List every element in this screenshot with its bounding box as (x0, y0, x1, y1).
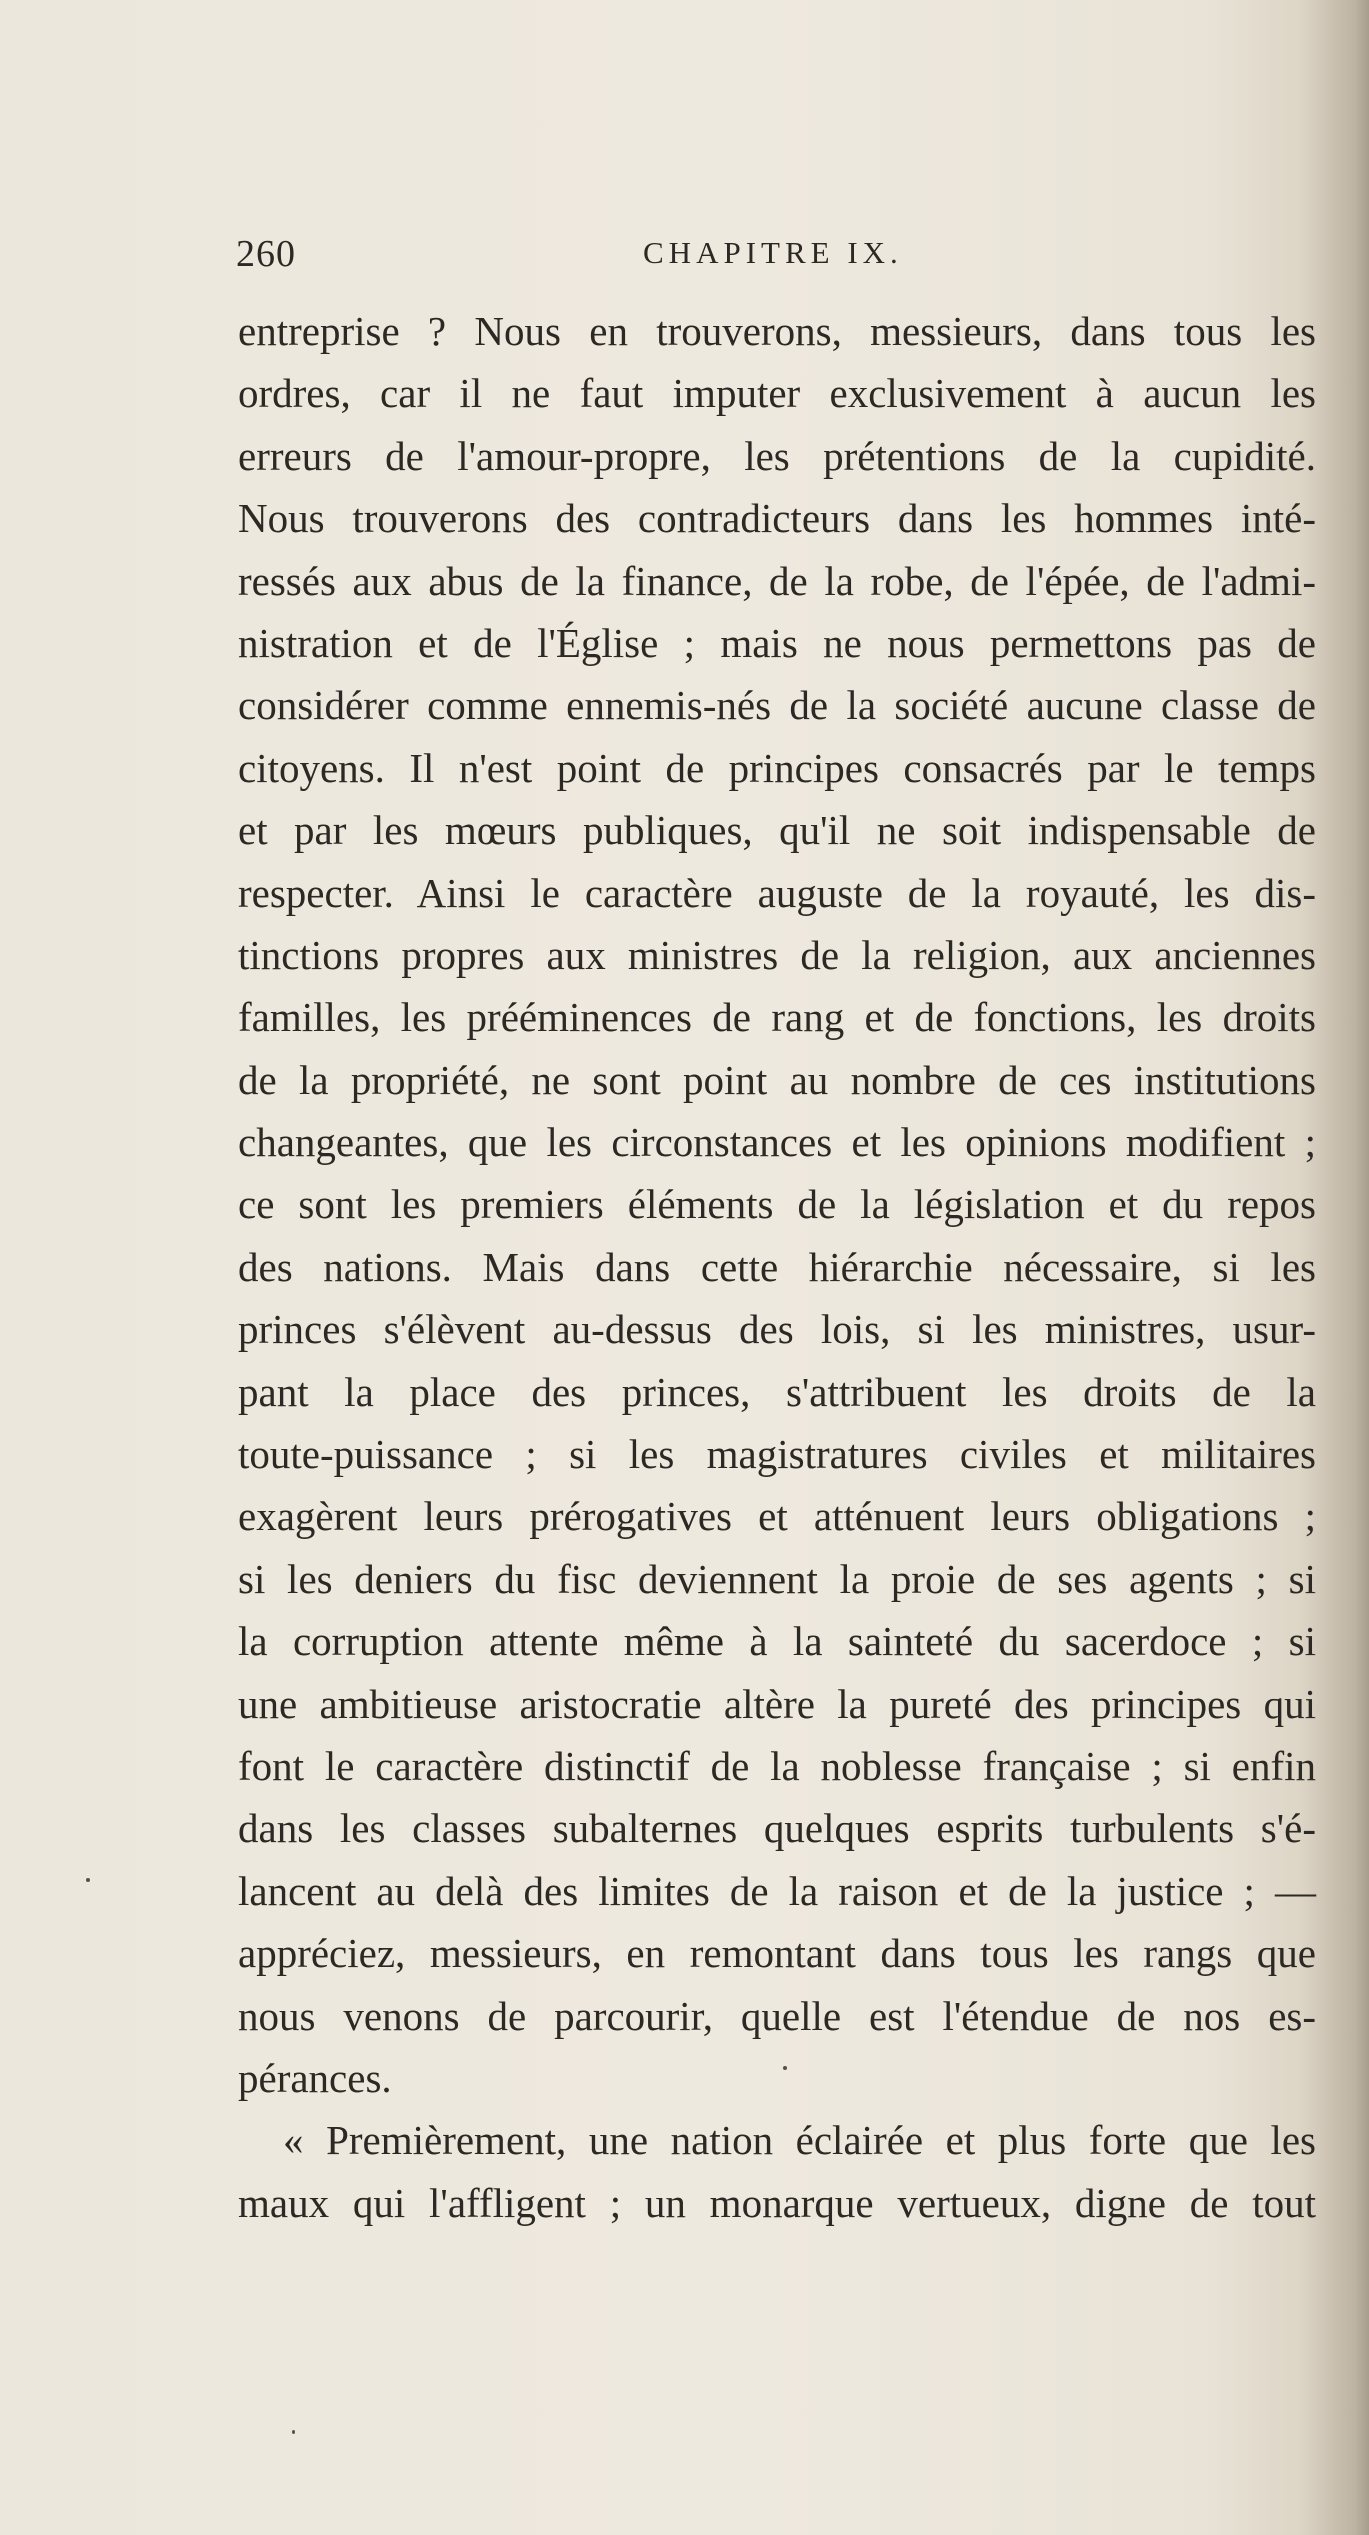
text-line: maux qui l'affligent ; un monarque vertueux, digne de tout (238, 2179, 1316, 2226)
text-line: la corruption attente même à la sainteté du sacerdoce ; si (238, 1618, 1316, 1665)
paper-speck (783, 2066, 787, 2070)
text-line: nous venons de parcourir, quelle est l'étendue de nos es- (238, 1992, 1316, 2039)
text-line: pérances. (238, 2054, 392, 2101)
text-line: toute-puissance ; si les magistratures civiles et militaires (238, 1431, 1316, 1478)
body-text (238, 300, 1316, 2234)
text-line: changeantes, que les circonstances et les opinions modifient ; (238, 1119, 1316, 1166)
paper-speck (86, 1878, 90, 1882)
text-line: des nations. Mais dans cette hiérarchie nécessaire, si les (238, 1243, 1316, 1290)
text-line: lancent au delà des limites de la raison et de la justice ; — (238, 1867, 1316, 1914)
text-line: ordres, car il ne faut imputer exclusivement à aucun les (238, 370, 1316, 417)
running-head (236, 232, 1326, 282)
text-line: si les deniers du fisc deviennent la proie de ses agents ; si (238, 1555, 1316, 1602)
text-line: appréciez, messieurs, en remontant dans tous les rangs que (238, 1930, 1316, 1977)
text-line: Nous trouverons des contradicteurs dans les hommes inté- (238, 495, 1316, 542)
text-line: nistration et de l'Église ; mais ne nous permettons pas de (238, 619, 1316, 666)
text-line: ressés aux abus de la finance, de la robe, de l'épée, de l'admi- (238, 557, 1316, 604)
text-line: familles, les prééminences de rang et de fonctions, les droits (238, 994, 1316, 1041)
text-line: font le caractère distinctif de la noblesse française ; si enfin (238, 1742, 1316, 1789)
text-line: princes s'élèvent au-dessus des lois, si les ministres, usur- (238, 1306, 1316, 1353)
text-line: erreurs de l'amour-propre, les prétentions de la cupidité. (238, 432, 1316, 479)
text-line: considérer comme ennemis-nés de la société aucune classe de (238, 682, 1316, 729)
page-number: 260 (236, 233, 296, 275)
text-line: entreprise ? Nous en trouverons, messieurs, dans tous les (238, 308, 1316, 354)
text-line: tinctions propres aux ministres de la religion, aux anciennes (238, 931, 1316, 978)
text-line: une ambitieuse aristocratie altère la pureté des principes qui (238, 1680, 1316, 1727)
text-line: respecter. Ainsi le caractère auguste de la royauté, les dis- (238, 869, 1316, 916)
text-line: ce sont les premiers éléments de la législation et du repos (238, 1181, 1316, 1228)
chapter-title: CHAPITRE IX. (643, 235, 903, 270)
text-line: exagèrent leurs prérogatives et atténuent leurs obligations ; (238, 1493, 1316, 1540)
text-line: de la propriété, ne sont point au nombre de ces institutions (238, 1056, 1316, 1103)
text-line: dans les classes subalternes quelques esprits turbulents s'é- (238, 1805, 1316, 1852)
paper-speck (292, 2430, 295, 2434)
text-line: et par les mœurs publiques, qu'il ne soit indispensable de (238, 807, 1316, 854)
text-line: citoyens. Il n'est point de principes consacrés par le temps (238, 744, 1316, 791)
text-line: pant la place des princes, s'attribuent les droits de la (238, 1368, 1316, 1415)
text-line: « Premièrement, une nation éclairée et plus forte que les (283, 2117, 1316, 2164)
